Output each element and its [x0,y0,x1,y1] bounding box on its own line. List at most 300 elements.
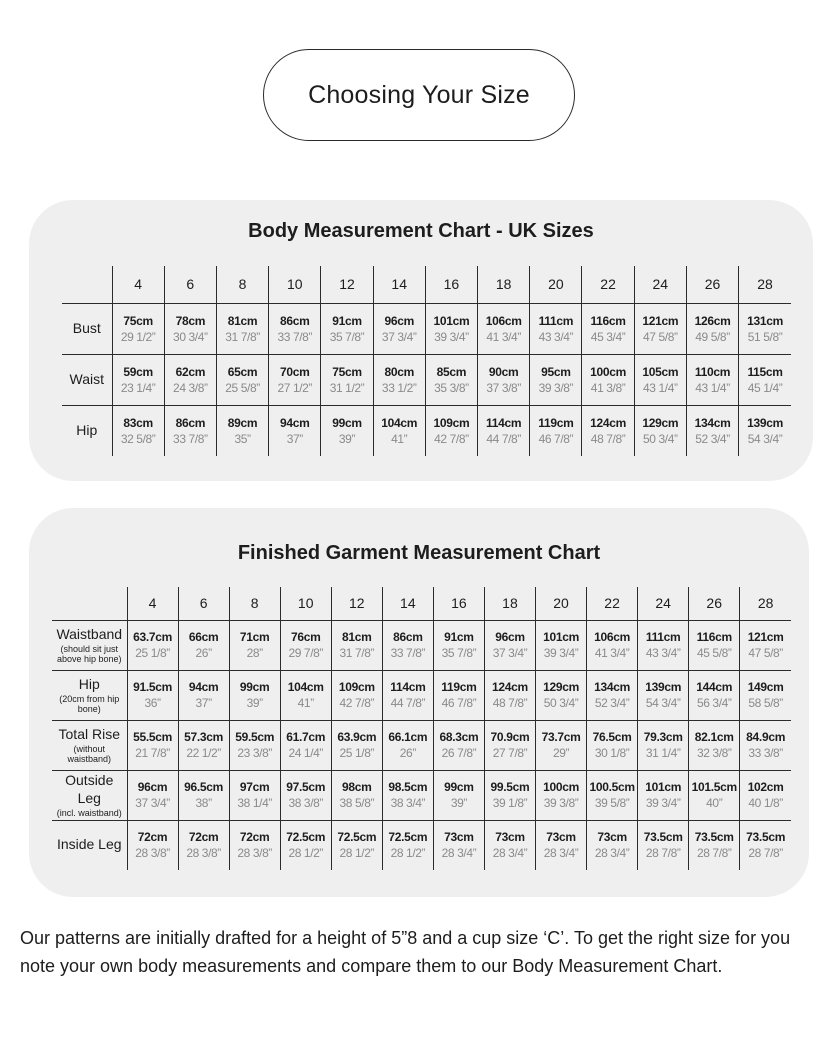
measurement-cm: 99.5cm [490,780,530,794]
measurement-cm: 73.5cm [694,830,734,845]
measurement-cm: 134cm [594,680,631,694]
garment-measurement-table [52,587,791,870]
measurement-inches: 29 1/2” [120,329,156,344]
measurement-cm: 59.5cm [235,730,275,744]
size-header: 20 [530,266,582,303]
measurement-inches: 22 1/2” [186,746,221,760]
measurement-inches: 39 3/4” [543,646,579,660]
measurement-cm: 129cm [543,680,579,694]
measurement-cell [127,720,178,770]
measurement-inches: 23 3/8” [237,746,272,760]
measurement-cm: 101cm [543,630,579,644]
measurement-cm: 98cm [342,780,372,794]
measurement-cm: 72.5cm [286,830,326,845]
measurement-cell [478,303,530,354]
measurement-cell [331,820,382,870]
measurement-cell [178,720,229,770]
size-header: 16 [425,266,477,303]
measurement-inches: 50 3/4” [643,431,678,446]
measurement-cm: 81cm [342,630,372,644]
measurement-cell [382,720,433,770]
measurement-inches: 43 1/4” [695,380,730,395]
measurement-cell [689,670,740,720]
measurement-inches: 56 3/4” [696,696,732,710]
measurement-cm: 115cm [747,364,783,379]
measurement-cell [582,354,634,405]
measurement-cm: 82.1cm [694,730,734,744]
measurement-cell [689,770,740,820]
measurement-cm: 119cm [538,415,574,430]
measurement-cm: 121cm [747,630,784,644]
measurement-inches: 37” [195,696,212,710]
measurement-inches: 31 1/4” [645,746,681,760]
measurement-inches: 31 7/8” [339,646,375,660]
measurement-cm: 59cm [123,364,153,379]
measurement-cm: 76cm [290,630,321,644]
measurement-cm: 96cm [384,313,414,328]
measurement-cell [280,670,331,720]
measurement-cell [112,303,164,354]
measurement-cell [425,354,477,405]
measurement-cell [638,770,689,820]
measurement-inches: 23 1/4” [120,380,156,395]
measurement-cell [127,620,178,670]
measurement-inches: 52 3/4” [594,696,630,710]
measurement-cm: 98.5cm [388,780,428,794]
measurement-cm: 63.7cm [133,630,172,644]
measurement-cell [689,720,740,770]
measurement-cm: 95cm [541,364,571,379]
size-header: 22 [582,266,634,303]
measurement-inches: 28” [246,646,263,660]
row-label-cell [62,303,112,354]
measurement-inches: 46 7/8” [441,696,477,710]
size-header: 22 [587,587,638,620]
measurement-inches: 48 7/8” [590,431,626,446]
measurement-inches: 42 7/8” [339,696,375,710]
measurement-cm: 79.3cm [643,730,683,744]
measurement-cell [634,405,686,456]
measurement-cm: 102cm [747,780,784,794]
measurement-inches: 37 3/4” [381,329,417,344]
measurement-inches: 28 7/8” [748,846,783,861]
measurement-cm: 96cm [137,780,168,794]
measurement-cell [280,770,331,820]
row-label: Hip [76,421,98,438]
measurement-inches: 52 3/4” [695,431,730,446]
measurement-cell [686,405,738,456]
measurement-cell [638,720,689,770]
measurement-cell [229,820,280,870]
measurement-inches: 33 7/8” [173,431,208,446]
measurement-cm: 73.5cm [643,830,683,845]
measurement-cm: 75cm [123,313,153,328]
measurement-inches: 38 5/8” [339,796,375,810]
size-header: 4 [127,587,178,620]
size-header: 18 [478,266,530,303]
measurement-cell [331,670,382,720]
measurement-cm: 124cm [590,415,627,430]
measurement-cm: 106cm [594,630,631,644]
measurement-cell [433,720,484,770]
measurement-inches: 35 7/8” [441,646,477,660]
measurement-cm: 111cm [645,630,681,644]
size-header: 18 [484,587,535,620]
measurement-inches: 31 7/8” [225,329,260,344]
measurement-cm: 104cm [287,680,324,694]
measurement-cm: 72cm [239,830,270,845]
measurement-cell [740,820,791,870]
measurement-inches: 38 1/4” [237,796,272,810]
measurement-cell [164,303,216,354]
measurement-cell [331,720,382,770]
measurement-cm: 139cm [645,680,682,694]
measurement-cell [484,720,535,770]
measurement-inches: 33 7/8” [277,329,313,344]
measurement-inches: 27 1/2” [277,380,313,395]
measurement-inches: 44 7/8” [486,431,521,446]
measurement-inches: 28 3/4” [594,846,630,861]
size-header: 10 [280,587,331,620]
measurement-cell [484,670,535,720]
measurement-cell [216,405,268,456]
row-label-note: (without waistband) [67,744,112,764]
measurement-inches: 39 5/8” [594,796,630,810]
size-header: 26 [686,266,738,303]
size-header: 16 [433,587,484,620]
measurement-cm: 94cm [280,415,310,430]
measurement-inches: 28 7/8” [645,846,681,861]
measurement-cm: 149cm [747,680,784,694]
measurement-cm: 116cm [696,630,732,644]
measurement-inches: 25 1/8” [135,646,170,660]
measurement-inches: 31 1/2” [329,380,365,395]
measurement-cm: 114cm [486,415,522,430]
measurement-cell [740,670,791,720]
measurement-cell [321,354,373,405]
row-label: Hip [78,676,100,692]
table-row [62,303,791,354]
measurement-inches: 58 5/8” [748,696,783,710]
measurement-inches: 37 3/8” [486,380,521,395]
measurement-inches: 26” [195,646,212,660]
measurement-cell [178,670,229,720]
measurement-cm: 57.3cm [184,730,224,744]
measurement-cell [321,405,373,456]
measurement-cm: 101cm [433,313,470,328]
row-label: Waistband [56,626,123,642]
measurement-cell [689,620,740,670]
measurement-cell [382,820,433,870]
measurement-cell [433,670,484,720]
measurement-cm: 114cm [390,680,426,694]
measurement-cell [686,303,738,354]
size-header: 26 [689,587,740,620]
measurement-inches: 41 3/4” [594,646,630,660]
measurement-cell [634,354,686,405]
measurement-cell [229,620,280,670]
measurement-inches: 33 1/2” [381,380,417,395]
measurement-inches: 33 7/8” [390,646,426,660]
measurement-inches: 39” [450,796,467,810]
measurement-inches: 37” [286,431,303,446]
row-label-cell [62,354,112,405]
measurement-inches: 41” [391,431,408,446]
measurement-cell [164,405,216,456]
page-title: Choosing Your Size [263,49,575,141]
measurement-cm: 131cm [747,313,783,328]
measurement-cell [280,820,331,870]
table-row [62,354,791,405]
size-header: 10 [269,266,321,303]
measurement-cm: 78cm [175,313,206,328]
measurement-inches: 39 3/8” [543,796,579,810]
measurement-cell [373,354,425,405]
row-label: Total Rise [58,726,120,742]
measurement-cell [269,354,321,405]
row-label-cell [52,620,127,670]
size-header: 8 [216,266,268,303]
size-header: 6 [164,266,216,303]
measurement-inches: 37 3/4” [492,646,528,660]
measurement-cm: 89cm [227,415,258,430]
measurement-cm: 91cm [332,313,362,328]
measurement-cm: 81cm [227,313,258,328]
measurement-cm: 104cm [381,415,418,430]
measurement-cell [425,405,477,456]
measurement-inches: 42 7/8” [434,431,469,446]
size-header: 28 [740,587,791,620]
measurement-inches: 24 1/4” [288,746,323,760]
measurement-cell [216,303,268,354]
measurement-cell [634,303,686,354]
measurement-inches: 28 1/2” [288,846,323,861]
measurement-cell [216,354,268,405]
measurement-cell [321,303,373,354]
measurement-cell [433,820,484,870]
measurement-inches: 40” [706,796,723,810]
measurement-inches: 36” [144,696,161,710]
measurement-inches: 25 5/8” [225,380,260,395]
measurement-cell [382,670,433,720]
measurement-cell [530,405,582,456]
measurement-cell [484,770,535,820]
measurement-inches: 27 7/8” [492,746,528,760]
size-header: 24 [638,587,689,620]
measurement-cm: 70.9cm [490,730,530,744]
row-label-cell [52,820,127,870]
measurement-inches: 28 7/8” [696,846,732,861]
measurement-inches: 30 1/8” [594,746,630,760]
measurement-inches: 39” [246,696,263,710]
measurement-cell [638,820,689,870]
measurement-inches: 32 3/8” [696,746,732,760]
row-label-note: (should sit just above hip bone) [56,644,122,664]
measurement-cell [373,405,425,456]
measurement-cell [425,303,477,354]
measurement-inches: 43 3/4” [645,646,681,660]
measurement-cm: 139cm [747,415,783,430]
measurement-cm: 73cm [546,830,576,845]
table-row [52,770,791,820]
measurement-cell [280,720,331,770]
measurement-inches: 40 1/8” [748,796,783,810]
measurement-cell [739,354,791,405]
measurement-inches: 43 1/4” [643,380,678,395]
measurement-cm: 109cm [338,680,375,694]
measurement-cm: 83cm [123,415,153,430]
measurement-inches: 45 5/8” [696,646,732,660]
measurement-cell [382,770,433,820]
measurement-cell [433,770,484,820]
measurement-cell [229,770,280,820]
measurement-inches: 50 3/4” [543,696,579,710]
body-measurement-table [62,266,791,456]
measurement-cm: 86cm [280,313,310,328]
table-row [52,670,791,720]
table-row [52,620,791,670]
row-label-note: (incl. waistband) [56,808,122,818]
measurement-inches: 45 1/4” [747,380,783,395]
measurement-cm: 72.5cm [337,830,377,845]
measurement-cm: 100cm [590,364,627,379]
measurement-cm: 101.5cm [691,780,737,794]
measurement-cell [112,405,164,456]
measurement-inches: 54 3/4” [645,696,681,710]
measurement-cell [373,303,425,354]
measurement-cm: 68.3cm [439,730,479,744]
measurement-cell [269,303,321,354]
measurement-inches: 35 3/8” [434,380,469,395]
measurement-cm: 71cm [239,630,270,644]
measurement-inches: 51 5/8” [747,329,783,344]
measurement-inches: 41 3/8” [590,380,626,395]
measurement-inches: 26” [399,746,416,760]
measurement-inches: 21 7/8” [135,746,170,760]
measurement-cell [739,405,791,456]
measurement-inches: 28 3/8” [186,846,221,861]
measurement-cell [127,820,178,870]
measurement-cm: 70cm [280,364,310,379]
measurement-inches: 25 1/8” [339,746,375,760]
measurement-cell [587,770,638,820]
size-header: 20 [536,587,587,620]
measurement-inches: 39 3/4” [645,796,681,810]
measurement-cell [587,820,638,870]
measurement-cm: 72.5cm [388,830,428,845]
measurement-cell [127,770,178,820]
measurement-cm: 84.9cm [746,730,786,744]
measurement-inches: 28 3/8” [135,846,170,861]
measurement-cell [112,354,164,405]
measurement-cm: 144cm [696,680,733,694]
measurement-inches: 35” [234,431,251,446]
measurement-cell [478,405,530,456]
measurement-cm: 119cm [441,680,477,694]
measurement-cm: 65cm [227,364,258,379]
measurement-inches: 24 3/8” [173,380,208,395]
row-label: Outside Leg [65,772,114,806]
measurement-cm: 97cm [239,780,270,794]
measurement-cm: 96cm [495,630,525,644]
garment-chart-title: Finished Garment Measurement Chart [237,542,601,564]
measurement-cm: 72cm [188,830,219,845]
row-label-note: (20cm from hip bone) [59,694,120,714]
measurement-inches: 28 1/2” [390,846,426,861]
measurement-cm: 73.7cm [541,730,581,744]
measurement-inches: 47 5/8” [748,646,783,660]
measurement-cm: 76.5cm [592,730,632,744]
measurement-cm: 85cm [436,364,467,379]
measurement-inches: 28 3/8” [237,846,272,861]
measurement-cell [587,720,638,770]
measurement-cell [638,670,689,720]
measurement-cm: 91.5cm [133,680,172,694]
measurement-inches: 28 3/4” [441,846,477,861]
measurement-cm: 86cm [175,415,206,430]
measurement-cm: 73cm [495,830,525,845]
measurement-cm: 86cm [393,630,423,644]
measurement-cm: 99cm [444,780,474,794]
measurement-cell [536,820,587,870]
measurement-cell [740,620,791,670]
measurement-cm: 61.7cm [286,730,326,744]
measurement-cell [178,620,229,670]
measurement-inches: 39 1/8” [492,796,528,810]
measurement-cell [587,670,638,720]
sizing-note: Our patterns are initially drafted for a height of 5”8 and a cup size ‘C’. To get the right size for you note your own body measurements and compare them to our Body Measurement Chart. [20,928,791,976]
measurement-inches: 39 3/8” [538,380,574,395]
measurement-cm: 66.1cm [388,730,428,744]
measurement-cm: 90cm [488,364,519,379]
measurement-cell [740,720,791,770]
measurement-cm: 73cm [597,830,627,845]
size-header: 24 [634,266,686,303]
measurement-cell [582,405,634,456]
measurement-inches: 47 5/8” [643,329,678,344]
measurement-cm: 111cm [538,313,574,328]
garment-measurement-panel [29,508,809,897]
measurement-cm: 66cm [188,630,219,644]
measurement-inches: 46 7/8” [538,431,574,446]
measurement-inches: 33 3/8” [748,746,783,760]
measurement-cm: 80cm [384,364,414,379]
measurement-inches: 39” [338,431,356,446]
measurement-cell [587,620,638,670]
measurement-inches: 49 5/8” [695,329,730,344]
measurement-cm: 106cm [485,313,522,328]
measurement-cm: 97.5cm [286,780,326,794]
measurement-cm: 55.5cm [133,730,172,744]
measurement-cm: 121cm [642,313,679,328]
measurement-inches: 35 7/8” [329,329,365,344]
measurement-cell [638,620,689,670]
measurement-cm: 99cm [239,680,270,694]
measurement-cm: 110cm [694,364,731,379]
measurement-inches: 45 3/4” [590,329,626,344]
measurement-cm: 72cm [137,830,168,845]
body-chart-title: Body Measurement Chart - UK Sizes [248,220,594,242]
measurement-cm: 62cm [175,364,206,379]
header-corner [52,587,127,620]
measurement-inches: 38” [195,796,212,810]
measurement-cell [536,670,587,720]
row-label: Waist [69,370,104,387]
measurement-cell [478,354,530,405]
measurement-cm: 124cm [492,680,528,694]
row-label-cell [52,770,127,820]
measurement-inches: 44 7/8” [390,696,426,710]
